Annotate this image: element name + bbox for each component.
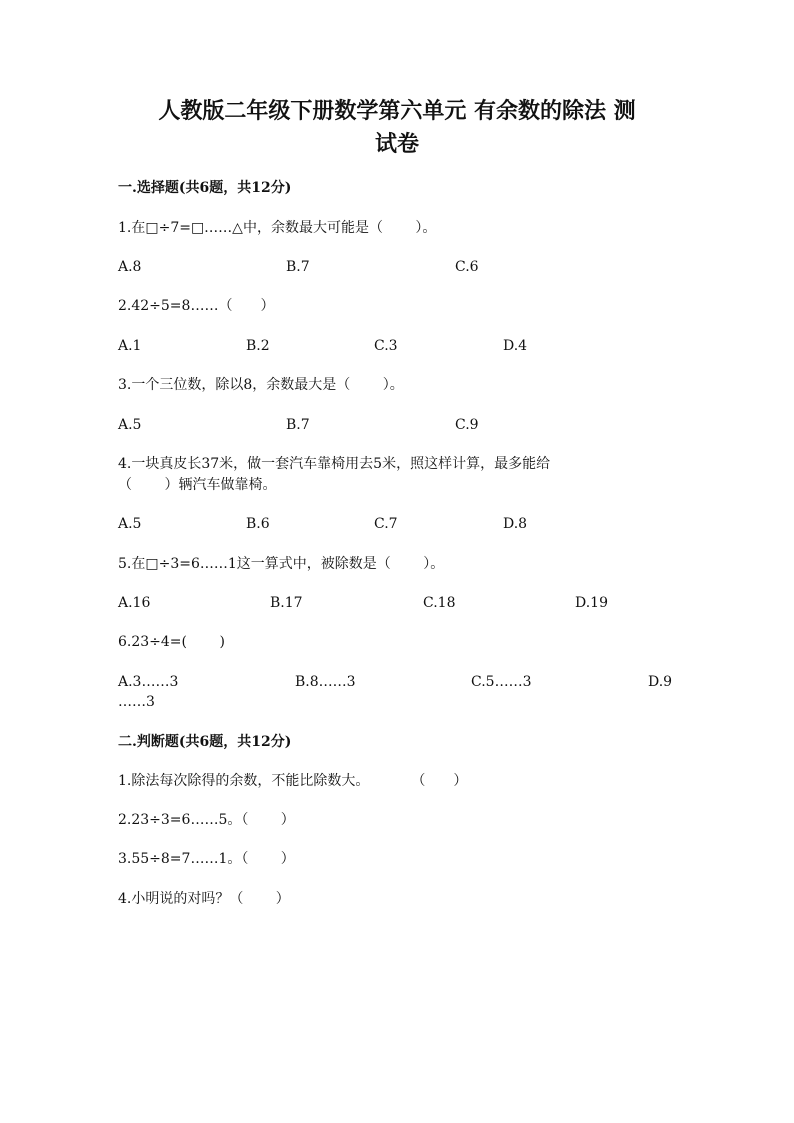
q3-option-a: A.5 [118, 417, 142, 433]
q2-option-c: C.3 [374, 338, 398, 354]
judgement-question-3: 3.55÷8=7……1。（ ） [118, 851, 295, 867]
section-heading-judgement: 二.判断题(共6题，共12分) [118, 734, 292, 750]
question-5-text: 5.在□÷3=6……1这一算式中，被除数是（ ）。 [118, 556, 445, 572]
question-4-text-line-2: （ ）辆汽车做靠椅。 [118, 477, 277, 493]
q1-option-b: B.7 [286, 259, 310, 275]
q6-option-c: C.5……3 [471, 674, 532, 690]
q3-option-b: B.7 [286, 417, 310, 433]
q6-option-d-continued: ……3 [118, 694, 155, 710]
q1-option-a: A.8 [118, 259, 142, 275]
judgement-question-2: 2.23÷3=6……5。（ ） [118, 812, 295, 828]
question-1-text: 1.在□÷7=□……△中，余数最大可能是（ ）。 [118, 220, 437, 236]
page-title-line-2: 试卷 [374, 131, 419, 157]
q5-option-a: A.16 [118, 595, 151, 611]
q4-option-a: A.5 [118, 516, 142, 532]
judgement-question-4: 4.小明说的对吗？（ ） [118, 891, 290, 907]
q4-option-b: B.6 [246, 516, 270, 532]
q2-option-d: D.4 [503, 338, 528, 354]
page-title-line-1: 人教版二年级下册数学第六单元 有余数的除法 测 [158, 98, 636, 124]
question-6-text: 6.23÷4=( ) [118, 634, 225, 650]
q1-option-c: C.6 [455, 259, 479, 275]
judgement-question-1: 1.除法每次除得的余数，不能比除数大。 （ ） [118, 773, 468, 789]
question-4-text-line-1: 4.一块真皮长37米，做一套汽车靠椅用去5米，照这样计算，最多能给 [118, 456, 551, 472]
q6-option-b: B.8……3 [295, 674, 356, 690]
q4-option-c: C.7 [374, 516, 398, 532]
q3-option-c: C.9 [455, 417, 479, 433]
q2-option-b: B.2 [246, 338, 270, 354]
q5-option-c: C.18 [423, 595, 456, 611]
q6-option-a: A.3……3 [118, 674, 179, 690]
section-heading-choice: 一.选择题(共6题，共12分) [118, 180, 292, 196]
q4-option-d: D.8 [503, 516, 528, 532]
q5-option-b: B.17 [270, 595, 303, 611]
q5-option-d: D.19 [575, 595, 608, 611]
q2-option-a: A.1 [118, 338, 142, 354]
question-3-text: 3.一个三位数，除以8，余数最大是（ ）。 [118, 377, 404, 393]
question-2-text: 2.42÷5=8……（ ） [118, 298, 275, 314]
q6-option-d: D.9 [648, 674, 673, 690]
